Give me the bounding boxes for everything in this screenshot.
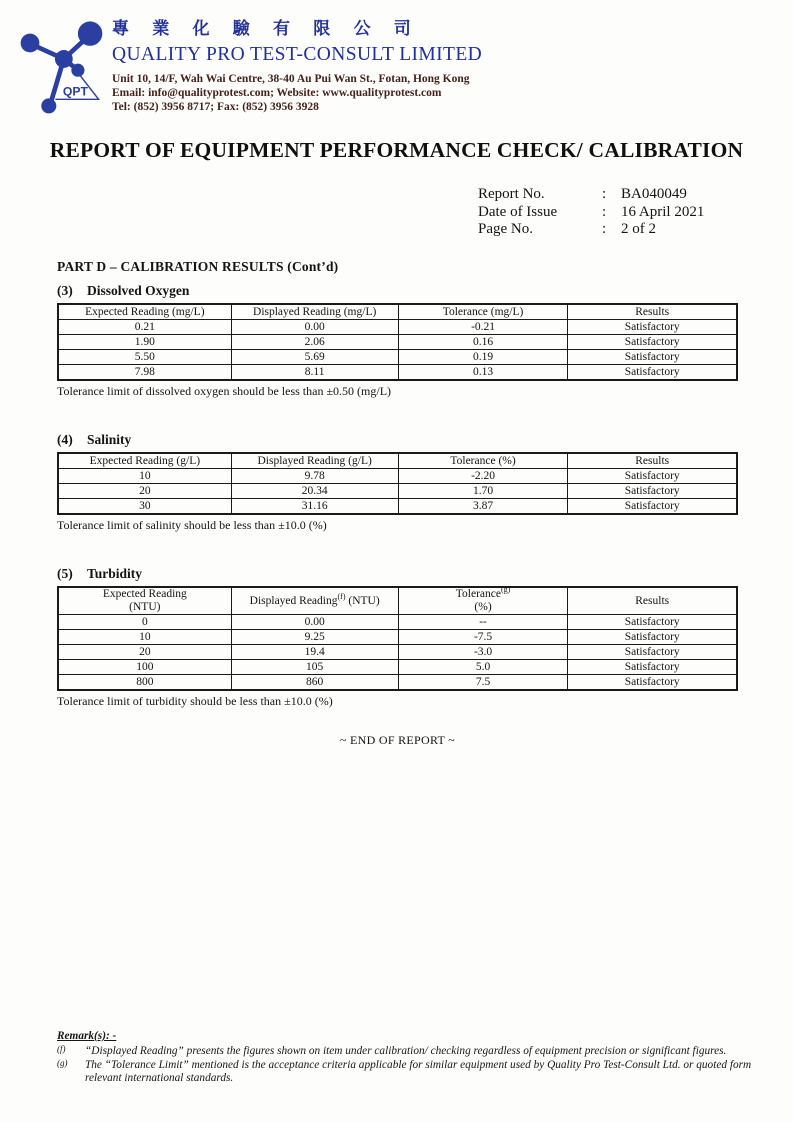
footnote-marker-g: (g) — [57, 1057, 68, 1068]
salinity-table — [57, 452, 738, 515]
table-cell: Satisfactory — [568, 335, 737, 350]
table-cell: 8.11 — [231, 365, 398, 381]
table-cell: -- — [398, 615, 568, 630]
table-cell: Satisfactory — [568, 484, 737, 499]
table-cell: 20.34 — [231, 484, 398, 499]
section-dissolved-oxygen — [57, 283, 738, 399]
table-cell: Satisfactory — [568, 615, 737, 630]
report-number-value: BA040049 — [621, 186, 687, 202]
tolerance-note: Tolerance limit of dissolved oxygen should be less than ±0.50 (mg/L) — [57, 384, 392, 398]
table-cell: 10 — [58, 469, 231, 484]
qpt-logo-icon — [14, 12, 108, 120]
report-number-label: Report No. — [478, 186, 545, 202]
table-cell: Satisfactory — [568, 320, 737, 335]
column-header: Displayed Reading$^{(f)}$ (NTU) — [231, 587, 398, 615]
table-cell: 0.00 — [231, 615, 398, 630]
section-heading — [57, 283, 738, 299]
table-cell: -7.5 — [398, 630, 568, 645]
section-number: (4) — [57, 432, 73, 447]
table-cell: Satisfactory — [568, 469, 737, 484]
date-of-issue-label: Date of Issue — [478, 203, 558, 220]
section-heading — [57, 566, 738, 582]
table-cell: 10 — [58, 630, 231, 645]
table-cell: 7.5 — [398, 675, 568, 691]
table-row — [58, 484, 737, 499]
table-cell: Satisfactory — [568, 675, 737, 691]
table-row — [58, 350, 737, 365]
table-cell: Satisfactory — [568, 630, 737, 645]
remarks-heading: Remark(s): - — [57, 1030, 117, 1042]
table-cell: 5.69 — [231, 350, 398, 365]
calibration-results — [57, 259, 738, 748]
table-cell: 0.00 — [231, 320, 398, 335]
footnote-marker-f: (f) — [57, 1043, 66, 1054]
dissolved-oxygen-table — [57, 303, 738, 381]
table-header-row — [58, 304, 737, 320]
table-cell: 2.06 — [231, 335, 398, 350]
turbidity-table — [57, 586, 738, 691]
colon-separator: : — [602, 221, 607, 237]
column-header: Tolerance (%) — [398, 453, 568, 469]
table-cell: 800 — [58, 675, 231, 691]
table-cell: Satisfactory — [568, 365, 737, 381]
table-cell: 20 — [58, 645, 231, 660]
table-row — [58, 615, 737, 630]
company-name-english: QUALITY PRO TEST-CONSULT LIMITED — [112, 44, 483, 65]
table-cell: 0.16 — [398, 335, 568, 350]
section-salinity — [57, 432, 738, 533]
table-row — [58, 630, 737, 645]
section-turbidity — [57, 566, 738, 709]
report-info-block — [478, 186, 704, 239]
table-cell: Satisfactory — [568, 660, 737, 675]
table-cell: 30 — [58, 499, 231, 515]
report-number-row — [478, 186, 704, 204]
company-name-chinese: 專 業 化 驗 有 限 公 司 — [112, 19, 421, 38]
table-cell: 860 — [231, 675, 398, 691]
table-cell: -2.20 — [398, 469, 568, 484]
colon-separator: : — [602, 186, 607, 202]
company-tel-fax: Tel: (852) 3956 8717; Fax: (852) 3956 3928 — [112, 101, 319, 113]
table-row — [58, 365, 737, 381]
table-row — [58, 660, 737, 675]
table-row — [58, 320, 737, 335]
column-header: Expected Reading (mg/L) — [58, 304, 231, 320]
column-header: Expected Reading (NTU) — [58, 587, 231, 615]
table-cell: 0.13 — [398, 365, 568, 381]
page-number-row — [478, 221, 704, 239]
column-header: Tolerance$^{(g)}$ (%) — [398, 587, 568, 615]
table-cell: 20 — [58, 484, 231, 499]
section-title: Turbidity — [87, 566, 143, 581]
table-row — [58, 499, 737, 515]
table-cell: 5.0 — [398, 660, 568, 675]
column-header: Results — [568, 304, 737, 320]
remark-item-g — [57, 1059, 757, 1087]
table-cell: Satisfactory — [568, 350, 737, 365]
table-cell: -0.21 — [398, 320, 568, 335]
section-heading — [57, 432, 738, 448]
table-cell: 100 — [58, 660, 231, 675]
table-cell: 9.25 — [231, 630, 398, 645]
column-header: Results — [568, 453, 737, 469]
table-cell: 1.70 — [398, 484, 568, 499]
table-header-row — [58, 453, 737, 469]
page-number-value: 2 of 2 — [621, 221, 656, 237]
table-cell: 5.50 — [58, 350, 231, 365]
column-header: Displayed Reading (g/L) — [231, 453, 398, 469]
colon-separator: : — [602, 203, 607, 220]
table-row — [58, 469, 737, 484]
company-address: Unit 10, 14/F, Wah Wai Centre, 38-40 Au Pui Wan St., Fotan, Hong Kong — [112, 73, 470, 85]
table-row — [58, 675, 737, 691]
company-email-website: Email: info@qualityprotest.com; Website: www.qualityprotest.com — [112, 87, 442, 99]
end-of-report-marker: ~ END OF REPORT ~ — [339, 733, 456, 747]
remark-text: “Displayed Reading” presents the figures shown on item under calibration/ checking regardless of equipment precision or significant figures. — [85, 1044, 727, 1057]
page-number-label: Page No. — [478, 221, 533, 237]
remark-item-f — [57, 1045, 757, 1059]
column-header: Tolerance (mg/L) — [398, 304, 568, 320]
date-of-issue-value: 16 April 2021 — [621, 203, 705, 220]
column-header: Results — [568, 587, 737, 615]
table-row — [58, 645, 737, 660]
report-title: REPORT OF EQUIPMENT PERFORMANCE CHECK/ CALIBRATION — [49, 138, 744, 162]
remark-text: The “Tolerance Limit” mentioned is the acceptance criteria applicable for similar equipment used by Quality Pro Test-Consult Ltd. or quoted form relevant international standards. — [85, 1058, 752, 1085]
table-cell: 9.78 — [231, 469, 398, 484]
section-title: Salinity — [87, 432, 132, 447]
table-cell: 3.87 — [398, 499, 568, 515]
table-cell: Satisfactory — [568, 645, 737, 660]
logo-label: QPT — [62, 84, 88, 99]
table-cell: 31.16 — [231, 499, 398, 515]
date-of-issue-row — [478, 204, 704, 222]
table-cell: 7.98 — [58, 365, 231, 381]
letterhead — [112, 18, 632, 114]
table-cell: Satisfactory — [568, 499, 737, 515]
part-d-heading: PART D – CALIBRATION RESULTS (Cont’d) — [57, 259, 339, 274]
tolerance-note: Tolerance limit of turbidity should be less than ±10.0 (%) — [57, 694, 333, 708]
table-cell: 1.90 — [58, 335, 231, 350]
column-header: Expected Reading (g/L) — [58, 453, 231, 469]
section-number: (3) — [57, 283, 73, 298]
section-title: Dissolved Oxygen — [87, 283, 190, 298]
table-cell: 0 — [58, 615, 231, 630]
table-cell: 0.21 — [58, 320, 231, 335]
table-cell: 0.19 — [398, 350, 568, 365]
column-header: Displayed Reading (mg/L) — [231, 304, 398, 320]
section-number: (5) — [57, 566, 73, 581]
table-header-row — [58, 587, 737, 615]
table-cell: 19.4 — [231, 645, 398, 660]
tolerance-note: Tolerance limit of salinity should be less than ±10.0 (%) — [57, 518, 327, 532]
table-cell: -3.0 — [398, 645, 568, 660]
table-row — [58, 335, 737, 350]
table-cell: 105 — [231, 660, 398, 675]
remarks-block — [57, 1030, 757, 1086]
